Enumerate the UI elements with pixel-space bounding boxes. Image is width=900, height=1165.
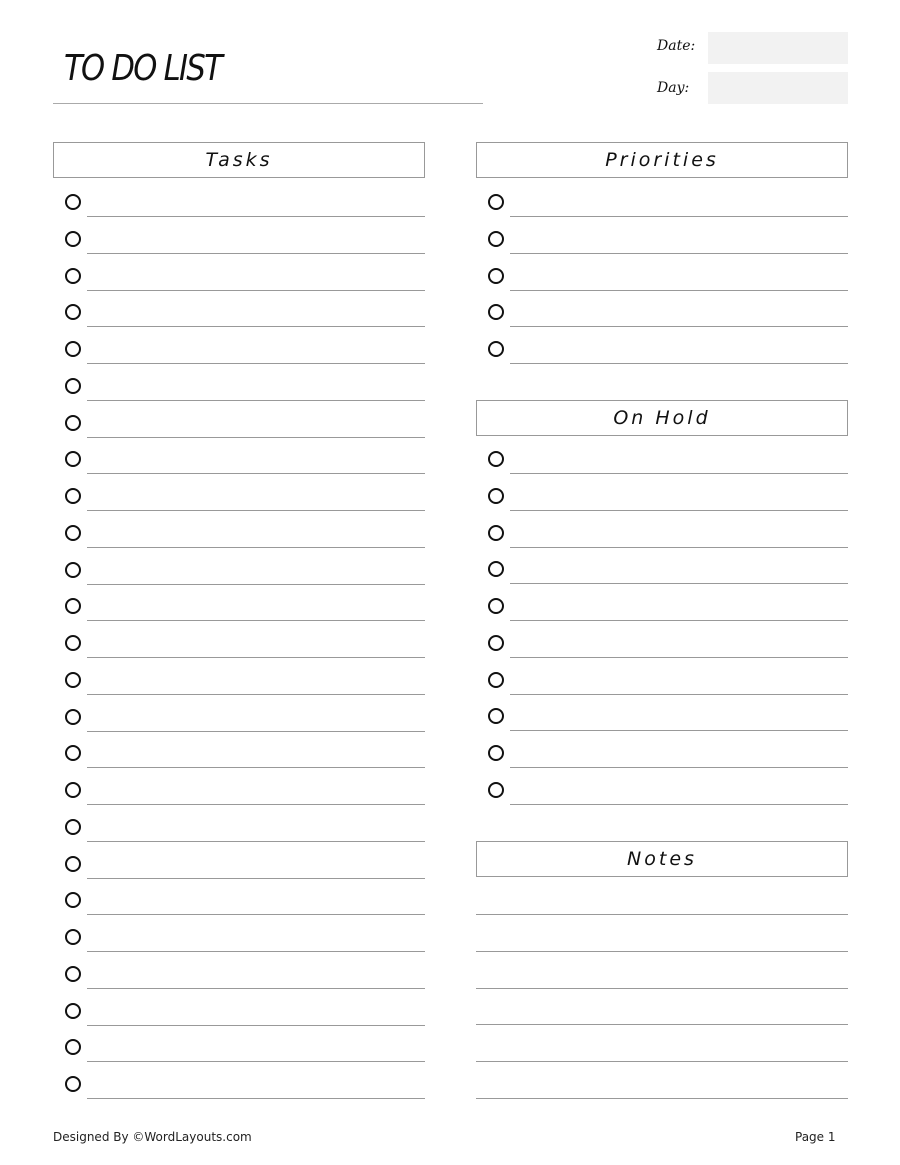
task-line[interactable] [87, 878, 425, 879]
task-line[interactable] [87, 731, 425, 732]
on-hold-line[interactable] [510, 473, 848, 474]
task-line[interactable] [87, 547, 425, 548]
task-checkbox[interactable] [65, 451, 81, 467]
task-line[interactable] [87, 1098, 425, 1099]
task-checkbox[interactable] [65, 415, 81, 431]
on-hold-line[interactable] [510, 694, 848, 695]
priority-checkbox[interactable] [488, 231, 504, 247]
task-line[interactable] [87, 1025, 425, 1026]
task-line[interactable] [87, 657, 425, 658]
task-checkbox[interactable] [65, 194, 81, 210]
task-checkbox[interactable] [65, 1076, 81, 1092]
task-checkbox[interactable] [65, 304, 81, 320]
task-checkbox[interactable] [65, 966, 81, 982]
task-checkbox[interactable] [65, 231, 81, 247]
task-line[interactable] [87, 290, 425, 291]
on-hold-line[interactable] [510, 730, 848, 731]
task-checkbox[interactable] [65, 1039, 81, 1055]
notes-line[interactable] [476, 951, 848, 952]
notes-line[interactable] [476, 1061, 848, 1062]
task-line[interactable] [87, 767, 425, 768]
task-checkbox[interactable] [65, 819, 81, 835]
task-checkbox[interactable] [65, 598, 81, 614]
task-line[interactable] [87, 363, 425, 364]
priority-checkbox[interactable] [488, 304, 504, 320]
page-title: TO DO LIST [64, 48, 222, 89]
priority-line[interactable] [510, 253, 848, 254]
task-line[interactable] [87, 841, 425, 842]
task-line[interactable] [87, 437, 425, 438]
task-checkbox[interactable] [65, 378, 81, 394]
task-line[interactable] [87, 253, 425, 254]
notes-line[interactable] [476, 1098, 848, 1099]
task-line[interactable] [87, 620, 425, 621]
footer-credit: Designed By ©WordLayouts.com [53, 1130, 252, 1144]
priority-checkbox[interactable] [488, 194, 504, 210]
task-checkbox[interactable] [65, 672, 81, 688]
task-checkbox[interactable] [65, 929, 81, 945]
day-label: Day: [657, 80, 690, 96]
task-checkbox[interactable] [65, 1003, 81, 1019]
task-line[interactable] [87, 473, 425, 474]
on-hold-checkbox[interactable] [488, 672, 504, 688]
page-number: Page 1 [795, 1130, 836, 1144]
task-line[interactable] [87, 400, 425, 401]
on-hold-line[interactable] [510, 767, 848, 768]
task-checkbox[interactable] [65, 782, 81, 798]
task-line[interactable] [87, 326, 425, 327]
task-checkbox[interactable] [65, 856, 81, 872]
task-line[interactable] [87, 584, 425, 585]
on-hold-checkbox[interactable] [488, 561, 504, 577]
task-checkbox[interactable] [65, 635, 81, 651]
on-hold-line[interactable] [510, 547, 848, 548]
on-hold-checkbox[interactable] [488, 708, 504, 724]
date-field[interactable] [708, 32, 848, 64]
day-field[interactable] [708, 72, 848, 104]
task-checkbox[interactable] [65, 488, 81, 504]
priority-line[interactable] [510, 290, 848, 291]
tasks-header: Tasks [53, 142, 425, 178]
task-checkbox[interactable] [65, 709, 81, 725]
priority-line[interactable] [510, 216, 848, 217]
on-hold-line[interactable] [510, 620, 848, 621]
task-line[interactable] [87, 914, 425, 915]
task-checkbox[interactable] [65, 745, 81, 761]
task-line[interactable] [87, 988, 425, 989]
task-checkbox[interactable] [65, 268, 81, 284]
task-line[interactable] [87, 1061, 425, 1062]
task-line[interactable] [87, 694, 425, 695]
on-hold-line[interactable] [510, 583, 848, 584]
on-hold-checkbox[interactable] [488, 451, 504, 467]
on-hold-checkbox[interactable] [488, 745, 504, 761]
task-checkbox[interactable] [65, 525, 81, 541]
on-hold-checkbox[interactable] [488, 782, 504, 798]
task-checkbox[interactable] [65, 892, 81, 908]
notes-line[interactable] [476, 988, 848, 989]
priority-checkbox[interactable] [488, 268, 504, 284]
priority-line[interactable] [510, 363, 848, 364]
on-hold-checkbox[interactable] [488, 635, 504, 651]
task-line[interactable] [87, 804, 425, 805]
notes-line[interactable] [476, 1024, 848, 1025]
date-label: Date: [657, 38, 696, 54]
task-line[interactable] [87, 951, 425, 952]
task-checkbox[interactable] [65, 341, 81, 357]
notes-line[interactable] [476, 914, 848, 915]
on-hold-line[interactable] [510, 510, 848, 511]
task-line[interactable] [87, 216, 425, 217]
on-hold-line[interactable] [510, 804, 848, 805]
task-checkbox[interactable] [65, 562, 81, 578]
notes-header: Notes [476, 841, 848, 877]
title-underline [53, 103, 483, 104]
priorities-header: Priorities [476, 142, 848, 178]
task-line[interactable] [87, 510, 425, 511]
on-hold-checkbox[interactable] [488, 525, 504, 541]
priority-line[interactable] [510, 326, 848, 327]
on-hold-checkbox[interactable] [488, 598, 504, 614]
on-hold-checkbox[interactable] [488, 488, 504, 504]
on-hold-header: On Hold [476, 400, 848, 436]
on-hold-line[interactable] [510, 657, 848, 658]
priority-checkbox[interactable] [488, 341, 504, 357]
